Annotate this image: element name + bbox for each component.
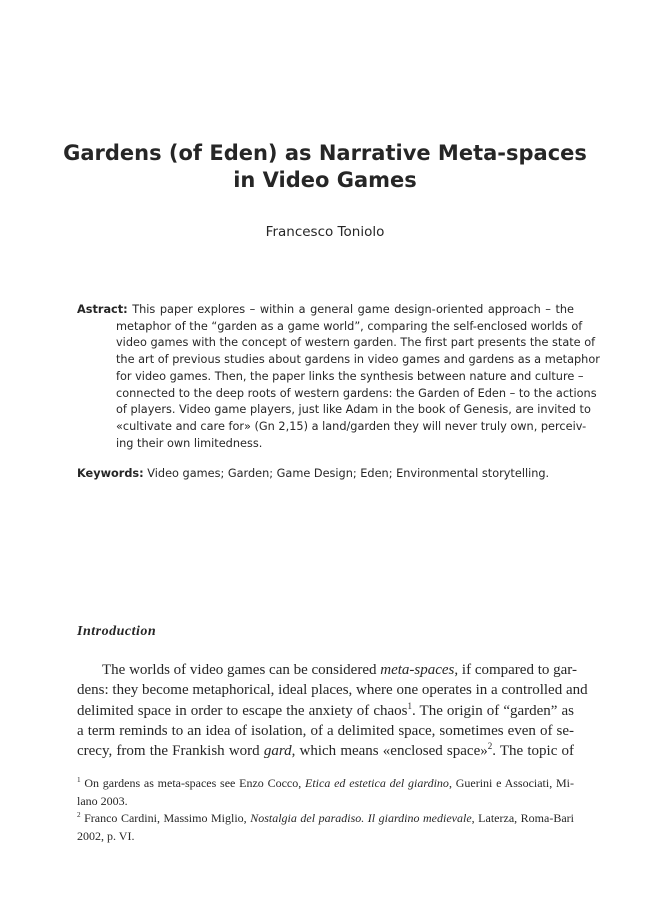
- abstract-line: Astract: This paper explores – within a general game design-oriented approach – the: [77, 303, 574, 316]
- abstract-line: for video games. Then, the paper links the synthesis between nature and culture –: [116, 369, 584, 383]
- keywords: [77, 466, 574, 483]
- abstract-label: Astract:: [77, 303, 128, 316]
- body-paragraph: [77, 660, 588, 761]
- body-line: delimited space in order to escape the anxiety of chaos$^1$. The origin of “garden” as: [77, 700, 574, 719]
- footnote-ref[interactable]: 1: [407, 700, 412, 711]
- keywords-label: Keywords:: [77, 467, 144, 480]
- section-heading: Introduction: [77, 624, 157, 639]
- body-line: dens: they become metaphorical, ideal places, where one operates in a controlled and: [77, 682, 588, 699]
- abstract-line: the art of previous studies about gardens in video games and gardens as a metaphor: [116, 353, 600, 367]
- abstract: [77, 302, 600, 452]
- title-line-2: in Video Games: [233, 168, 417, 192]
- paper-title: [0, 140, 650, 194]
- footnote-1: $^1$ On gardens as meta-spaces see Enzo Cocco, Etica ed estetica del giardino, Guerini e Associati, Mi-: [77, 776, 574, 790]
- abstract-line: «cultivate and care for» (Gn 2,15) a land/garden they will never truly own, perceiv-: [116, 419, 587, 433]
- keywords-text: Video games; Garden; Game Design; Eden; Environmental storytelling.: [143, 467, 550, 480]
- author-name: Francesco Toniolo: [265, 224, 385, 240]
- abstract-line: ing their own limitedness.: [116, 436, 263, 450]
- abstract-line: video games with the concept of western garden. The first part presents the state of: [116, 336, 596, 350]
- body-line: crecy, from the Frankish word gard, which means «enclosed space»$^2$. The topic of: [77, 741, 574, 760]
- footnote-2-cont: 2002, p. VI.: [77, 828, 135, 843]
- title-line-1: Gardens (of Eden) as Narrative Meta-spaces: [63, 141, 587, 165]
- footnote-2: $^2$ Franco Cardini, Massimo Miglio, Nostalgia del paradiso. Il giardino medievale, Laterza, Roma-Bari: [77, 811, 574, 825]
- footnotes: [77, 775, 574, 845]
- abstract-line: metaphor of the “garden as a game world”, comparing the self-enclosed worlds of: [116, 319, 583, 333]
- footnote-1-cont: lano 2003.: [77, 793, 128, 808]
- body-line: a term reminds to an idea of isolation, of a delimited space, sometimes even of se-: [77, 722, 574, 739]
- footnote-ref[interactable]: 2: [487, 741, 493, 752]
- body-line: The worlds of video games can be considered meta-spaces, if compared to gar-: [102, 662, 577, 678]
- abstract-line: of players. Video game players, just like Adam in the book of Genesis, are invited to: [116, 403, 591, 417]
- abstract-line: connected to the deep roots of western gardens: the Garden of Eden – to the actions: [116, 386, 597, 400]
